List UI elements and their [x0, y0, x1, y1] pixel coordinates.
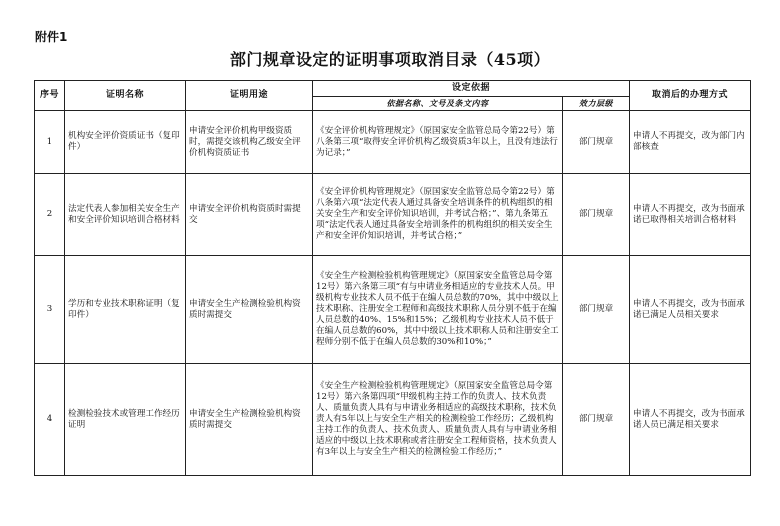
- cell-level: 部门规章: [563, 111, 630, 174]
- cell-seq: 4: [35, 364, 65, 476]
- cell-after: 申请人不再提交，改为书面承诺已取得相关培训合格材料: [630, 174, 751, 256]
- cell-name: 法定代表人参加相关安全生产和安全评价知识培训合格材料: [65, 174, 186, 256]
- cell-after: 申请人不再提交，改为书面承诺已满足人员相关要求: [630, 256, 751, 364]
- table-row: [35, 256, 751, 364]
- cell-seq: 1: [35, 111, 65, 174]
- header-purpose: 证明用途: [186, 81, 313, 111]
- cell-basis: 《安全评价机构管理规定》（原国家安全监管总局令第22号）第八条第六项“法定代表人通过具备安全培训条件的机构组织的相关安全生产和安全评价知识培训，并考试合格；”、第九条第五项“法定代表人通过具备安全培训条件的机构组织的相关安全生产和安全评价知识培训，并考试合格；”: [313, 174, 563, 256]
- cell-basis: 《安全生产检测检验机构管理规定》（原国家安全监管总局令第12号）第六条第三项“有与申请业务相适应的专业技术人员。甲级机构专业技术人员不低于在编人员总数的70%，其中中级以上技术职称、注册安全工程师和高级技术职称人员分别不低于在编人员总数的40%、15%和15%；乙级机构专业技术人员不低于在编人员总数的60%，其中中级以上技术职称人员和注册安全工程师分别不低于在编人员总数的30%和10%；”: [313, 256, 563, 364]
- cell-seq: 2: [35, 174, 65, 256]
- cell-purpose: 申请安全评价机构资质时需提交: [186, 174, 313, 256]
- table-row: [35, 364, 751, 476]
- attachment-label: 附件1: [35, 30, 68, 44]
- cell-purpose: 申请安全评价机构甲级资质时，需提交该机构乙级安全评价机构资质证书: [186, 111, 313, 174]
- cell-basis: 《安全生产检测检验机构管理规定》（原国家安全监管总局令第12号）第六条第四项“甲级机构主持工作的负责人、技术负责人、质量负责人具有与申请业务相适应的高级技术职称，技术负责人有5年以上与安全生产相关的检测检验工作经历；乙级机构主持工作的负责人、技术负责人、质量负责人具有与申请业务相适应的中级以上技术职称或者注册安全工程师资格，技术负责人有3年以上与安全生产相关的检测检验工作经历；”: [313, 364, 563, 476]
- cell-seq: 3: [35, 256, 65, 364]
- cell-level: 部门规章: [563, 174, 630, 256]
- header-basis-group: 设定依据: [313, 81, 630, 97]
- cell-level: 部门规章: [563, 256, 630, 364]
- certificate-table: [34, 80, 751, 476]
- header-seq: 序号: [35, 81, 65, 111]
- cell-after: 申请人不再提交，改为部门内部核查: [630, 111, 751, 174]
- table-row: [35, 111, 751, 174]
- table-row: [35, 174, 751, 256]
- cell-name: 检测检验技术或管理工作经历证明: [65, 364, 186, 476]
- cell-name: 学历和专业技术职称证明（复印件）: [65, 256, 186, 364]
- cell-purpose: 申请安全生产检测检验机构资质时需提交: [186, 256, 313, 364]
- cell-level: 部门规章: [563, 364, 630, 476]
- header-name: 证明名称: [65, 81, 186, 111]
- header-basis-text: 依据名称、文号及条文内容: [313, 97, 563, 111]
- cell-basis: 《安全评价机构管理规定》（原国家安全监管总局令第22号）第八条第三项“取得安全评价机构乙级资质3年以上，且没有违法行为记录；”: [313, 111, 563, 174]
- document-title: 部门规章设定的证明事项取消目录（45项）: [229, 50, 551, 69]
- cell-name: 机构安全评价资质证书（复印件）: [65, 111, 186, 174]
- header-after: 取消后的办理方式: [630, 81, 751, 111]
- cell-purpose: 申请安全生产检测检验机构资质时需提交: [186, 364, 313, 476]
- cell-after: 申请人不再提交，改为书面承诺人员已满足相关要求: [630, 364, 751, 476]
- header-level: 效力层级: [563, 97, 630, 111]
